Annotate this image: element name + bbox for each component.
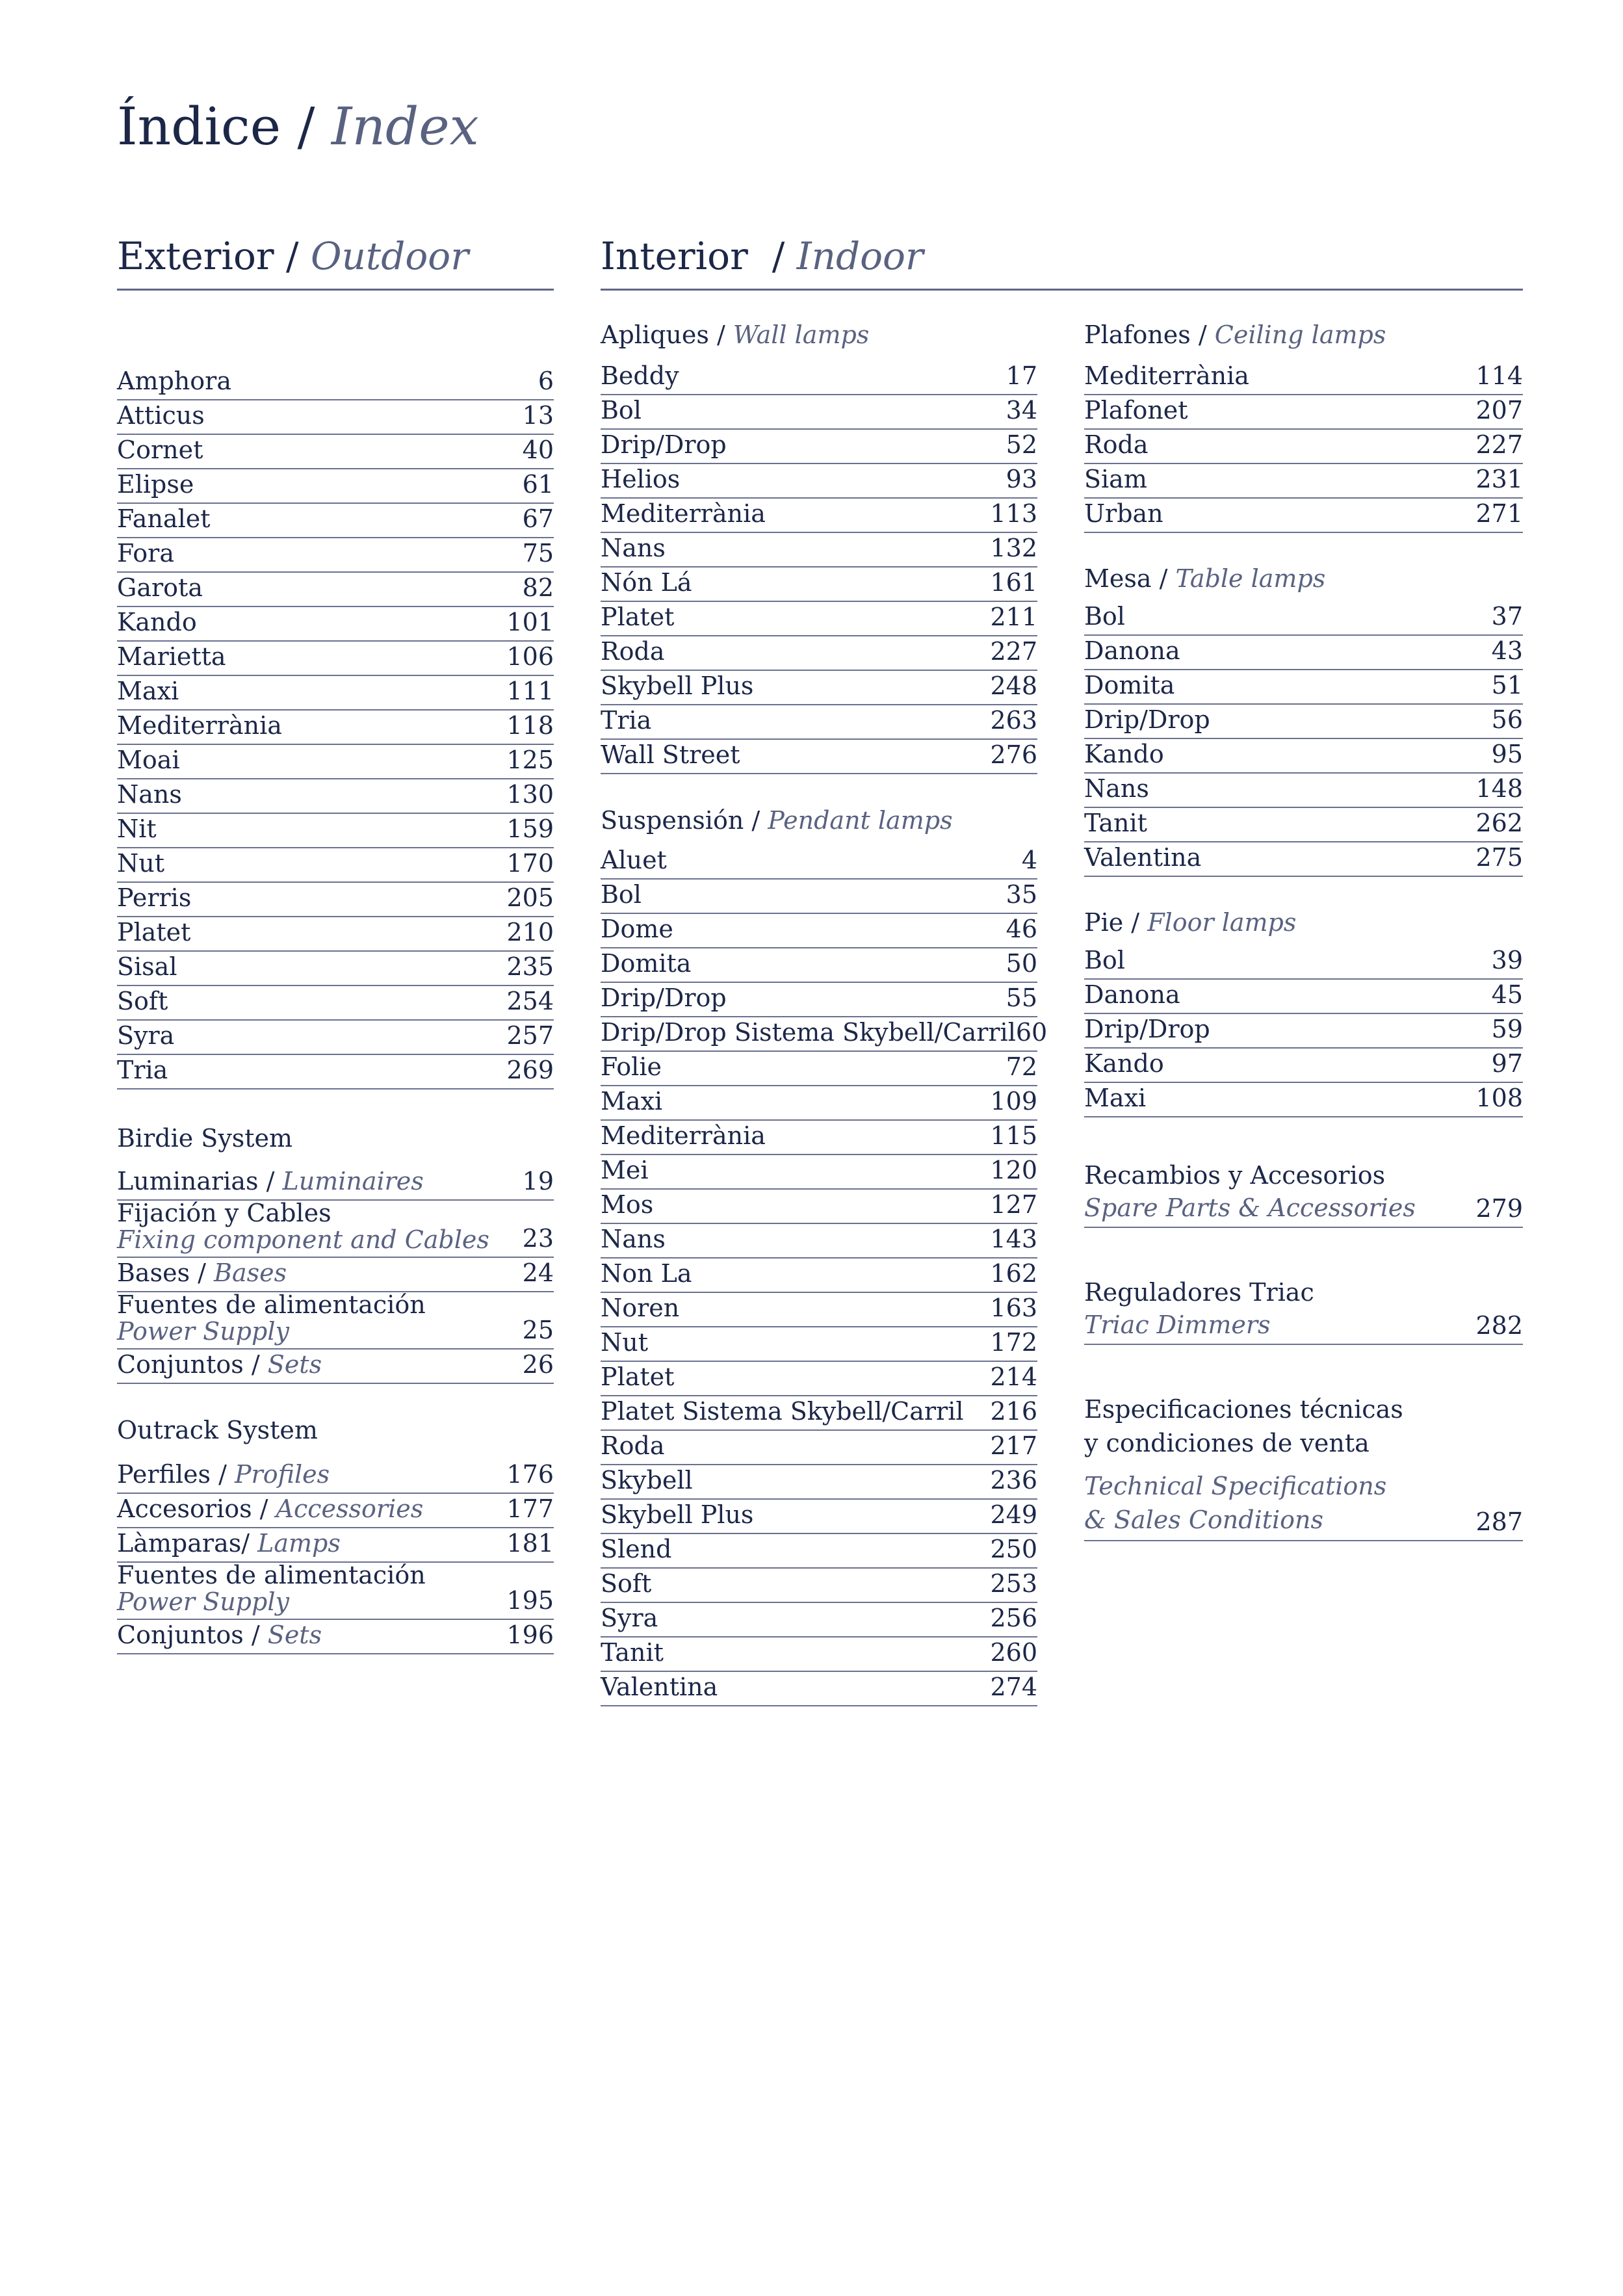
category-heading-apliques: Apliques / Wall lamps xyxy=(601,320,870,349)
index-row-reguladores[interactable]: Reguladores Triac Triac Dimmers 282 xyxy=(1084,1276,1523,1345)
index-row[interactable]: Nans 132 xyxy=(601,533,1037,567)
page-title: Índice / Index xyxy=(117,96,479,157)
index-row[interactable]: Drip/Drop Sistema Skybell/Carril 60 xyxy=(601,1017,1037,1052)
index-row[interactable]: Maxi 109 xyxy=(601,1086,1037,1121)
index-row[interactable]: Skybell Plus 248 xyxy=(601,671,1037,705)
index-row[interactable]: Nut 170 xyxy=(117,848,554,883)
index-row[interactable]: Tria 269 xyxy=(117,1055,554,1089)
exterior-column xyxy=(117,366,554,1654)
index-row[interactable]: Nans 148 xyxy=(1084,774,1523,808)
index-row[interactable]: Luminarias / Luminaires 19 xyxy=(117,1166,554,1201)
index-row[interactable]: Skybell 236 xyxy=(601,1465,1037,1500)
category-heading-suspension: Suspensión / Pendant lamps xyxy=(601,806,953,835)
index-row[interactable]: Soft 253 xyxy=(601,1569,1037,1603)
index-row[interactable]: Drip/Drop 59 xyxy=(1084,1014,1523,1049)
index-row[interactable]: Amphora 6 xyxy=(117,366,554,400)
category-heading-birdie: Birdie System xyxy=(117,1124,293,1153)
index-row[interactable]: Bol 39 xyxy=(1084,945,1523,980)
pie-list xyxy=(1084,945,1523,1117)
index-row[interactable]: Fuentes de alimentación Power Supply 195 xyxy=(117,1563,554,1620)
section-heading-interior: Interior / Indoor xyxy=(601,234,1523,291)
index-row[interactable]: Beddy 17 xyxy=(601,361,1037,395)
index-row[interactable]: Syra 256 xyxy=(601,1603,1037,1637)
birdie-list xyxy=(117,1166,554,1384)
index-row[interactable]: Tanit 262 xyxy=(1084,808,1523,842)
index-row[interactable]: Mediterrània 118 xyxy=(117,711,554,745)
index-row[interactable]: Maxi 111 xyxy=(117,676,554,711)
category-heading-mesa: Mesa / Table lamps xyxy=(1084,564,1326,593)
index-row[interactable]: Moai 125 xyxy=(117,745,554,779)
index-row[interactable]: Kando 101 xyxy=(117,607,554,642)
index-row[interactable]: Perris 205 xyxy=(117,883,554,917)
index-row[interactable]: Bol 35 xyxy=(601,880,1037,914)
index-row[interactable]: Tria 263 xyxy=(601,705,1037,740)
index-row[interactable]: Syra 257 xyxy=(117,1021,554,1055)
interior-column-1 xyxy=(601,320,1048,1706)
apliques-list xyxy=(601,361,1037,774)
index-row[interactable]: Platet 210 xyxy=(117,917,554,952)
index-row[interactable]: Kando 97 xyxy=(1084,1049,1523,1083)
exterior-list xyxy=(117,366,554,1089)
outrack-list xyxy=(117,1459,554,1654)
index-row[interactable]: Accesorios / Accessories 177 xyxy=(117,1494,554,1528)
index-row[interactable]: Valentina 274 xyxy=(601,1672,1037,1706)
index-row[interactable]: Bol 37 xyxy=(1084,601,1523,636)
index-row[interactable]: Valentina 275 xyxy=(1084,842,1523,877)
index-row[interactable]: Drip/Drop 55 xyxy=(601,983,1037,1017)
index-row[interactable]: Fuentes de alimentación Power Supply 25 xyxy=(117,1292,554,1350)
index-row[interactable]: Danona 43 xyxy=(1084,636,1523,670)
section-heading-exterior: Exterior / Outdoor xyxy=(117,234,554,291)
index-row[interactable]: Nans 130 xyxy=(117,779,554,814)
index-row[interactable]: Mediterrània 113 xyxy=(601,499,1037,533)
index-row[interactable]: Elipse 61 xyxy=(117,469,554,504)
index-row[interactable]: Skybell Plus 249 xyxy=(601,1500,1037,1534)
index-row[interactable]: Nut 172 xyxy=(601,1327,1037,1362)
index-row-recambios[interactable]: Recambios y Accesorios Spare Parts & Accessories 279 xyxy=(1084,1159,1523,1228)
mesa-list xyxy=(1084,601,1523,877)
index-row[interactable]: Platet 211 xyxy=(601,602,1037,636)
index-row[interactable]: Soft 254 xyxy=(117,986,554,1021)
index-row[interactable]: Domita 50 xyxy=(601,948,1037,983)
index-row[interactable]: Kando 95 xyxy=(1084,739,1523,774)
index-row[interactable]: Tanit 260 xyxy=(601,1637,1037,1672)
category-heading-outrack: Outrack System xyxy=(117,1416,318,1444)
index-row[interactable]: Cornet 40 xyxy=(117,435,554,469)
index-row[interactable]: Mei 120 xyxy=(601,1155,1037,1190)
index-row[interactable]: Wall Street 276 xyxy=(601,740,1037,774)
index-row[interactable]: Conjuntos / Sets 196 xyxy=(117,1620,554,1654)
index-row[interactable]: Dome 46 xyxy=(601,914,1037,948)
index-row[interactable]: Aluet 4 xyxy=(601,845,1037,880)
index-row[interactable]: Plafonet 207 xyxy=(1084,395,1523,430)
index-row[interactable]: Perfiles / Profiles 176 xyxy=(117,1459,554,1494)
index-row[interactable]: Conjuntos / Sets 26 xyxy=(117,1350,554,1384)
index-row[interactable]: Helios 93 xyxy=(601,464,1037,499)
interior-column-2 xyxy=(1084,320,1523,1541)
index-row[interactable]: Non La 162 xyxy=(601,1259,1037,1293)
index-row-especificaciones[interactable]: Especificaciones técnicas y condiciones de venta Technical Specifications & Sales Conditions 287 xyxy=(1084,1393,1523,1541)
index-row[interactable]: Atticus 13 xyxy=(117,400,554,435)
index-row[interactable]: Roda 227 xyxy=(1084,430,1523,464)
index-row[interactable]: Garota 82 xyxy=(117,573,554,607)
index-row[interactable]: Drip/Drop 52 xyxy=(601,430,1037,464)
index-row[interactable]: Urban 271 xyxy=(1084,499,1523,533)
index-row[interactable]: Nans 143 xyxy=(601,1224,1037,1259)
index-row[interactable]: Mos 127 xyxy=(601,1190,1037,1224)
index-row[interactable]: Marietta 106 xyxy=(117,642,554,676)
plafones-list xyxy=(1084,361,1523,533)
index-row[interactable]: Platet Sistema Skybell/Carril 216 xyxy=(601,1396,1037,1431)
category-heading-pie: Pie / Floor lamps xyxy=(1084,908,1297,937)
index-row[interactable]: Danona 45 xyxy=(1084,980,1523,1014)
index-row[interactable]: Platet 214 xyxy=(601,1362,1037,1396)
index-row[interactable]: Domita 51 xyxy=(1084,670,1523,705)
index-row[interactable]: Roda 227 xyxy=(601,636,1037,671)
index-row[interactable]: Nit 159 xyxy=(117,814,554,848)
index-row[interactable]: Maxi 108 xyxy=(1084,1083,1523,1117)
index-row[interactable]: Slend 250 xyxy=(601,1534,1037,1569)
index-row[interactable]: Fora 75 xyxy=(117,538,554,573)
index-row[interactable]: Làmparas/ Lamps 181 xyxy=(117,1528,554,1563)
index-row[interactable]: Roda 217 xyxy=(601,1431,1037,1465)
index-row[interactable]: Drip/Drop 56 xyxy=(1084,705,1523,739)
index-row[interactable]: Folie 72 xyxy=(601,1052,1037,1086)
index-row[interactable]: Mediterrània 114 xyxy=(1084,361,1523,395)
index-row[interactable]: Siam 231 xyxy=(1084,464,1523,499)
category-heading-plafones: Plafones / Ceiling lamps xyxy=(1084,320,1386,349)
suspension-list xyxy=(601,845,1048,1706)
index-row[interactable]: Bases / Bases 24 xyxy=(117,1258,554,1292)
index-row[interactable]: Nón Lá 161 xyxy=(601,567,1037,602)
index-row[interactable]: Bol 34 xyxy=(601,395,1037,430)
index-row[interactable]: Fanalet 67 xyxy=(117,504,554,538)
index-row[interactable]: Sisal 235 xyxy=(117,952,554,986)
index-row[interactable]: Fijación y Cables Fixing component and Cables 23 xyxy=(117,1201,554,1258)
index-row[interactable]: Noren 163 xyxy=(601,1293,1037,1327)
index-row[interactable]: Mediterrània 115 xyxy=(601,1121,1037,1155)
